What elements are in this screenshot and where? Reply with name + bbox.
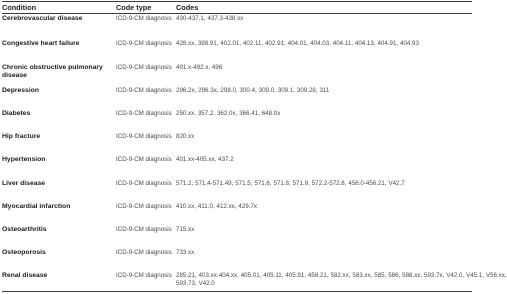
condition-cell: Congestive heart failure — [2, 40, 80, 47]
code-type-cell: ICD-9-CM diagnosis — [116, 110, 172, 117]
table-header-row — [0, 2, 472, 13]
header-condition: Condition — [2, 3, 37, 12]
code-type-cell: ICD-9-CM diagnosis — [116, 40, 172, 47]
condition-cell: Renal disease — [2, 272, 48, 279]
codes-cell: 571.2, 571.4-571.49, 571.5, 571.6, 571.8, 571.9, 572.2-572.8, 456.0-456.21, V42.7 — [176, 180, 405, 187]
code-type-cell: ICD-9-CM diagnosis — [116, 87, 172, 94]
header-codes: Codes — [176, 3, 199, 12]
condition-cell: Hypertension — [2, 156, 46, 163]
codes-cell: 296.2x, 296.3x, 298.0, 300.4, 309.0, 309.1, 309.28, 311 — [176, 87, 330, 94]
condition-cell: Liver disease — [2, 180, 46, 187]
condition-cell: Diabetes — [2, 110, 31, 117]
condition-cell: Depression — [2, 87, 40, 94]
condition-cell: Hip fracture — [2, 133, 41, 140]
codes-cell: 401.xx-405.xx, 437.2 — [176, 156, 234, 163]
condition-cell: Myocardial infarction — [2, 203, 71, 210]
codes-cell-line-2: 593.73, V42.0 — [176, 280, 215, 288]
condition-cell: Chronic obstructive pulmonary disease — [2, 64, 103, 80]
code-type-cell: ICD-9-CM diagnosis — [116, 180, 172, 187]
codes-cell-line-1: 285.21, 403.xx-404.xx, 405.01, 405.11, 405.91, 458.21, 582.xx, 583.xx, 585, 586, 588.xx, 593.7x, V42.0, V45.1, V56.xx, — [176, 272, 507, 279]
codes-cell: 250.xx, 357.2, 362.0x, 366.41, 648.0x — [176, 110, 281, 117]
condition-cell: Cerebrovascular disease — [2, 15, 83, 22]
codes-cell: 715.xx — [176, 226, 195, 233]
table-header-rule — [2, 13, 472, 14]
code-type-cell: ICD-9-CM diagnosis — [116, 133, 172, 140]
codes-cell — [176, 272, 507, 288]
codes-cell: 733.xx — [176, 249, 195, 256]
code-type-cell: ICD-9-CM diagnosis — [116, 64, 172, 71]
condition-cell: Osteoarthritis — [2, 226, 47, 233]
codes-cell: 430-437.1, 437.3-438.xx — [176, 15, 244, 22]
header-code-type: Code type — [116, 3, 152, 12]
code-type-cell: ICD-9-CM diagnosis — [116, 156, 172, 163]
codes-cell: 491.x-492.x, 496 — [176, 64, 223, 71]
codes-cell: 428.xx, 398.91, 402.01, 402.11, 402.91, 404.01, 404.03, 404.11, 404.13, 404.91, 404.93 — [176, 40, 419, 47]
condition-cell: Osteoporosis — [2, 249, 46, 256]
codes-cell: 820.xx — [176, 133, 195, 140]
code-type-cell: ICD-9-CM diagnosis — [116, 249, 172, 256]
table-bottom-rule — [2, 291, 472, 292]
codes-cell: 410.xx, 411.0, 412.xx, 429.7x — [176, 203, 257, 210]
code-type-cell: ICD-9-CM diagnosis — [116, 203, 172, 210]
code-type-cell: ICD-9-CM diagnosis — [116, 226, 172, 233]
code-type-cell: ICD-9-CM diagnosis — [116, 272, 172, 279]
code-type-cell: ICD-9-CM diagnosis — [116, 15, 172, 22]
